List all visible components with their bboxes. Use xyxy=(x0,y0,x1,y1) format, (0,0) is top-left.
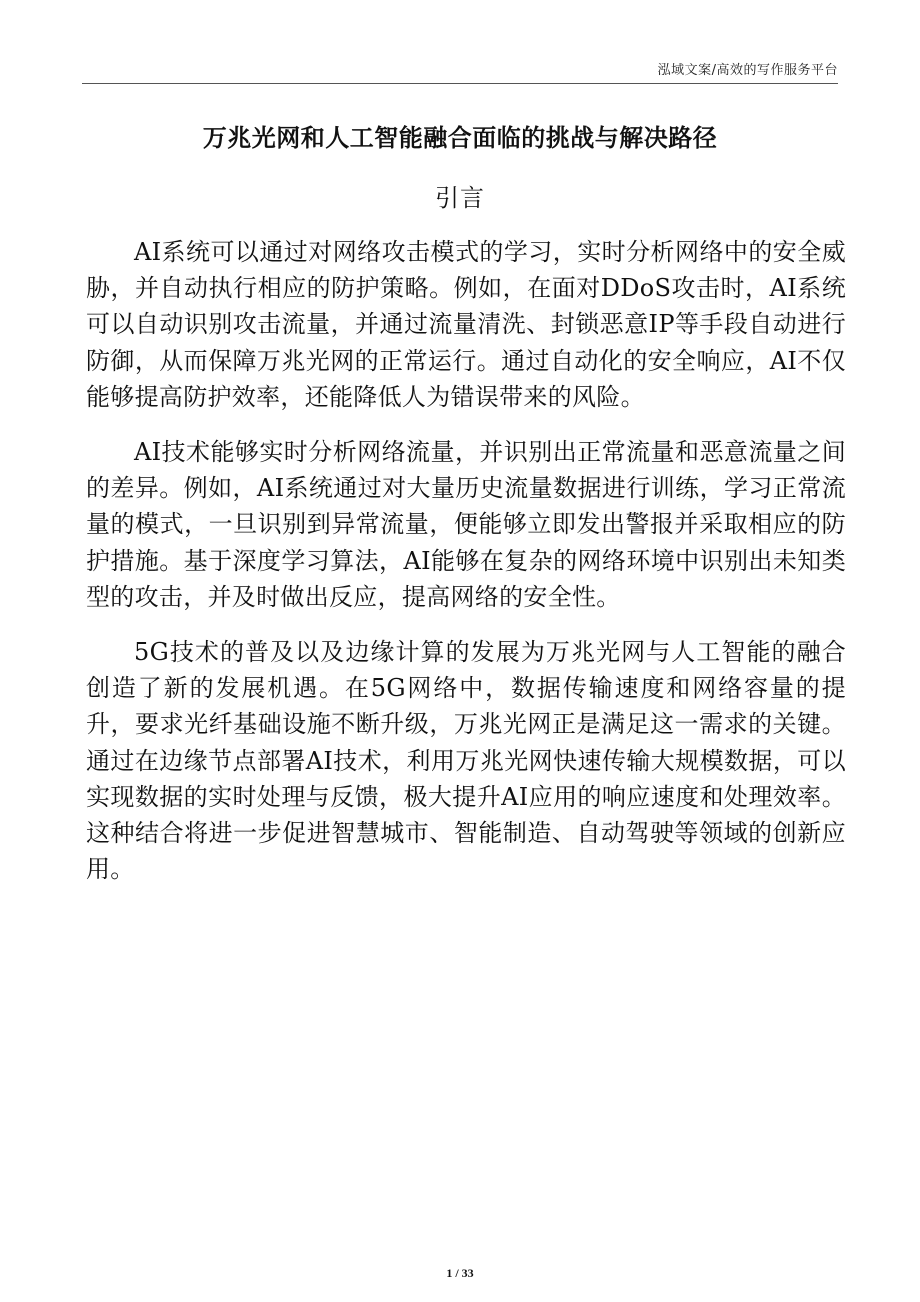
header-site-note: 泓域文案/高效的写作服务平台 xyxy=(657,63,838,78)
section-heading: 引言 xyxy=(435,184,485,212)
document-title: 万兆光网和人工智能融合面临的挑战与解决路径 xyxy=(202,124,718,152)
header-divider xyxy=(82,83,838,84)
paragraph: 5G技术的普及以及边缘计算的发展为万兆光网与人工智能的融合创造了新的发展机遇。在5G网络中，数据传输速度和网络容量的提升，要求光纤基础设施不断升级，万兆光网正是满足这一需求的关键。通过在边缘节点部署AI技术，利用万兆光网快速传输大规模数据，可以实现数据的实时处理与反馈，极大提升AI应用的响应速度和处理效率。这种结合将进一步促进智慧城市、智能制造、自动驾驶等领域的创新应用。 xyxy=(86,638,846,884)
document-body xyxy=(86,234,846,906)
paragraph: AI系统可以通过对网络攻击模式的学习，实时分析网络中的安全威胁，并自动执行相应的防护策略。例如，在面对DDoS攻击时，AI系统可以自动识别攻击流量，并通过流量清洗、封锁恶意IP等手段自动进行防御，从而保障万兆光网的正常运行。通过自动化的安全响应，AI不仅能够提高防护效率，还能降低人为错误带来的风险。 xyxy=(86,238,846,411)
page-number: 1 / 33 xyxy=(446,1266,474,1280)
paragraph: AI技术能够实时分析网络流量，并识别出正常流量和恶意流量之间的差异。例如，AI系统通过对大量历史流量数据进行训练，学习正常流量的模式，一旦识别到异常流量，便能够立即发出警报并采取相应的防护措施。基于深度学习算法，AI能够在复杂的网络环境中识别出未知类型的攻击，并及时做出反应，提高网络的安全性。 xyxy=(86,438,846,611)
